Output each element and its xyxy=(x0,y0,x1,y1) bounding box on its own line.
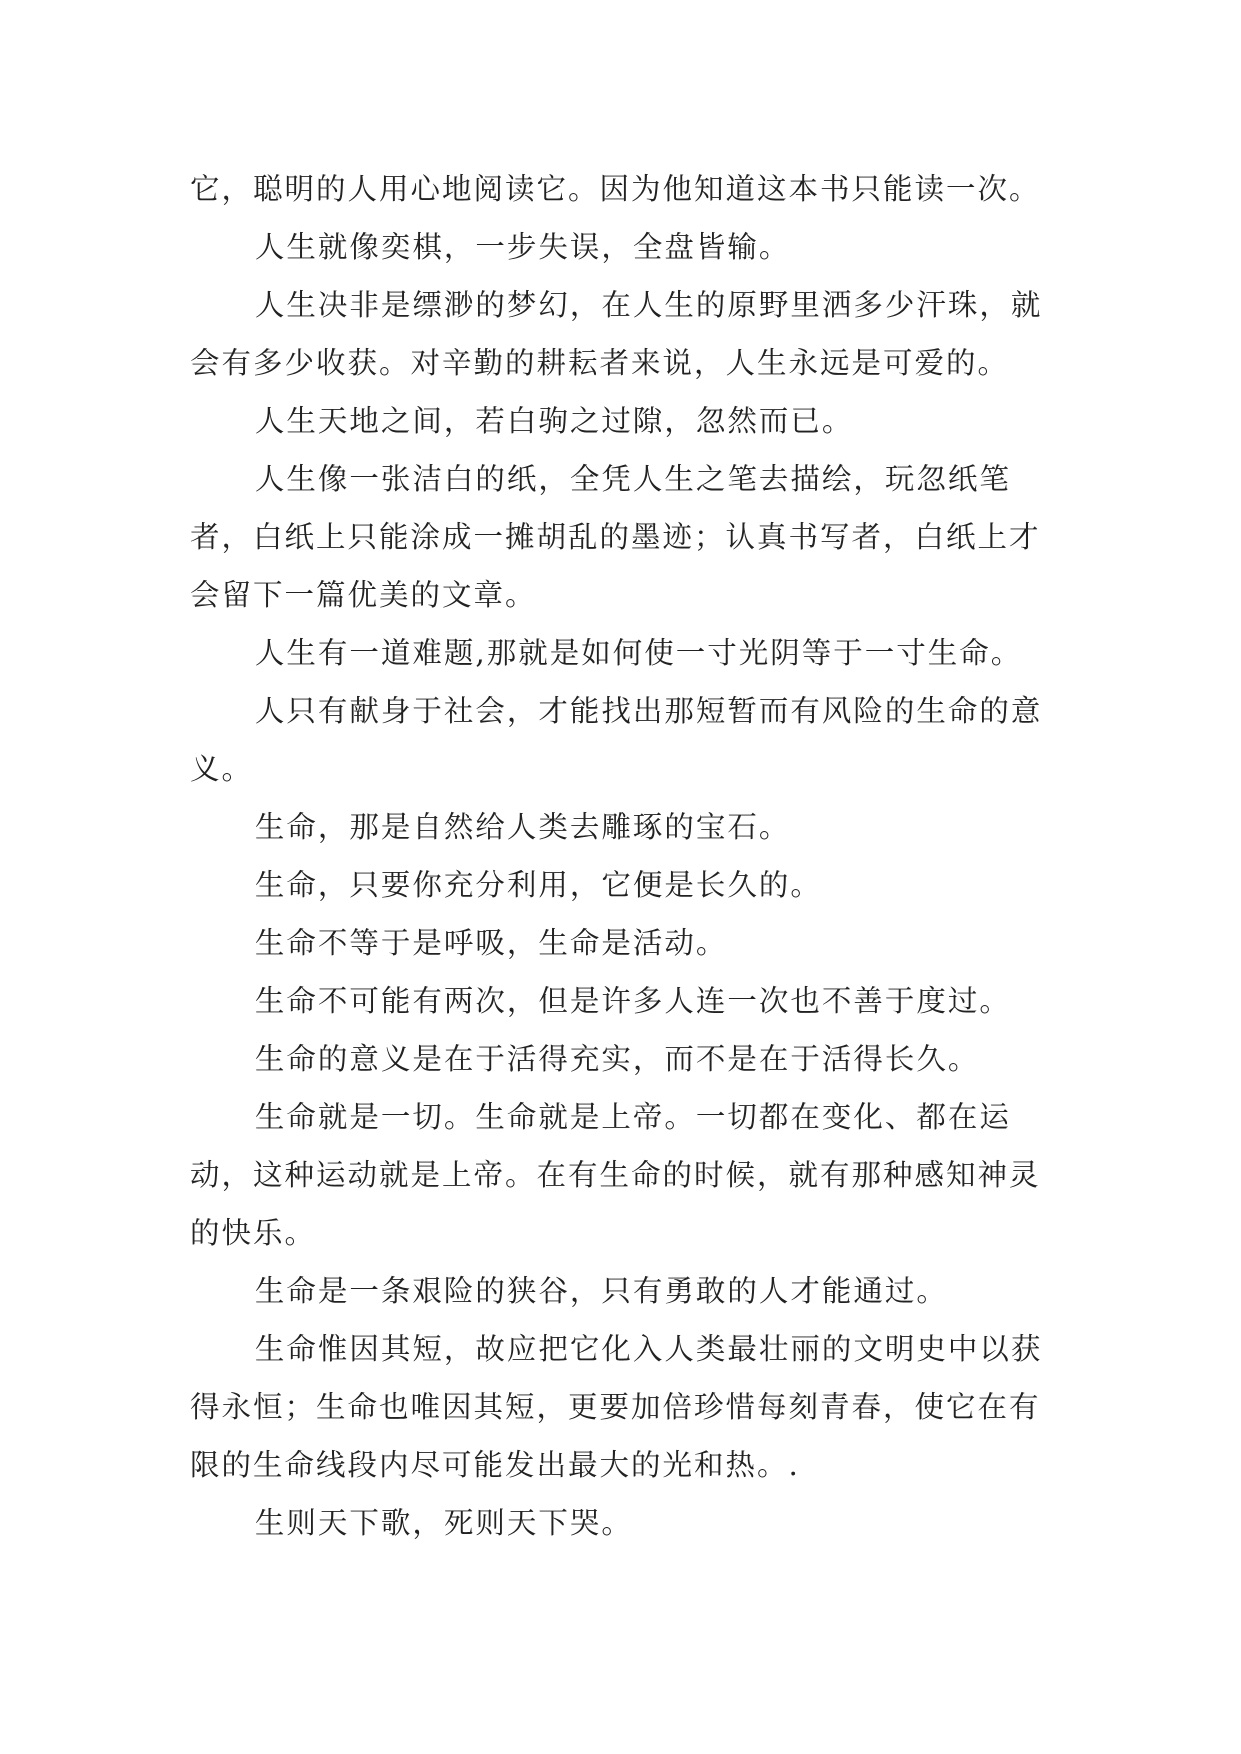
paragraph: 它，聪明的人用心地阅读它。因为他知道这本书只能读一次。 xyxy=(190,172,1041,206)
paragraph: 人生就像奕棋，一步失误，全盘皆输。 xyxy=(254,230,791,264)
paragraph: 人只有献身于社会，才能找出那短暂而有风险的生命的意义。 xyxy=(190,694,1043,786)
paragraph: 生命就是一切。生命就是上帝。一切都在变化、都在运动，这种运动就是上帝。在有生命的时候，就有那种感知神灵的快乐。 xyxy=(190,1100,1041,1250)
paragraph: 生命不可能有两次，但是许多人连一次也不善于度过。 xyxy=(254,984,1011,1018)
paragraph: 人生有一道难题,那就是如何使一寸光阴等于一寸生命。 xyxy=(254,636,1023,670)
document-body xyxy=(190,160,1060,1552)
paragraph: 生命，那是自然给人类去雕琢的宝石。 xyxy=(254,810,791,844)
paragraph: 生命的意义是在于活得充实，而不是在于活得长久。 xyxy=(254,1042,980,1076)
paragraph: 人生像一张洁白的纸，全凭人生之笔去描绘，玩忽纸笔者，白纸上只能涂成一摊胡乱的墨迹；认真书写者，白纸上才会留下一篇优美的文章。 xyxy=(190,462,1041,612)
paragraph: 生命惟因其短，故应把它化入人类最壮丽的文明史中以获得永恒；生命也唯因其短，更要加倍珍惜每刻青春，使它在有限的生命线段内尽可能发出最大的光和热。. xyxy=(190,1332,1043,1482)
paragraph: 生命，只要你充分利用，它便是长久的。 xyxy=(254,868,822,902)
paragraph: 人生天地之间，若白驹之过隙，忽然而已。 xyxy=(254,404,854,438)
paragraph: 生命不等于是呼吸，生命是活动。 xyxy=(254,926,728,960)
paragraph: 生命是一条艰险的狭谷，只有勇敢的人才能通过。 xyxy=(254,1274,948,1308)
paragraph: 生则天下歌，死则天下哭。 xyxy=(254,1506,633,1540)
paragraph: 人生决非是缥渺的梦幻，在人生的原野里洒多少汗珠，就会有多少收获。对辛勤的耕耘者来说，人生永远是可爱的。 xyxy=(190,288,1043,380)
